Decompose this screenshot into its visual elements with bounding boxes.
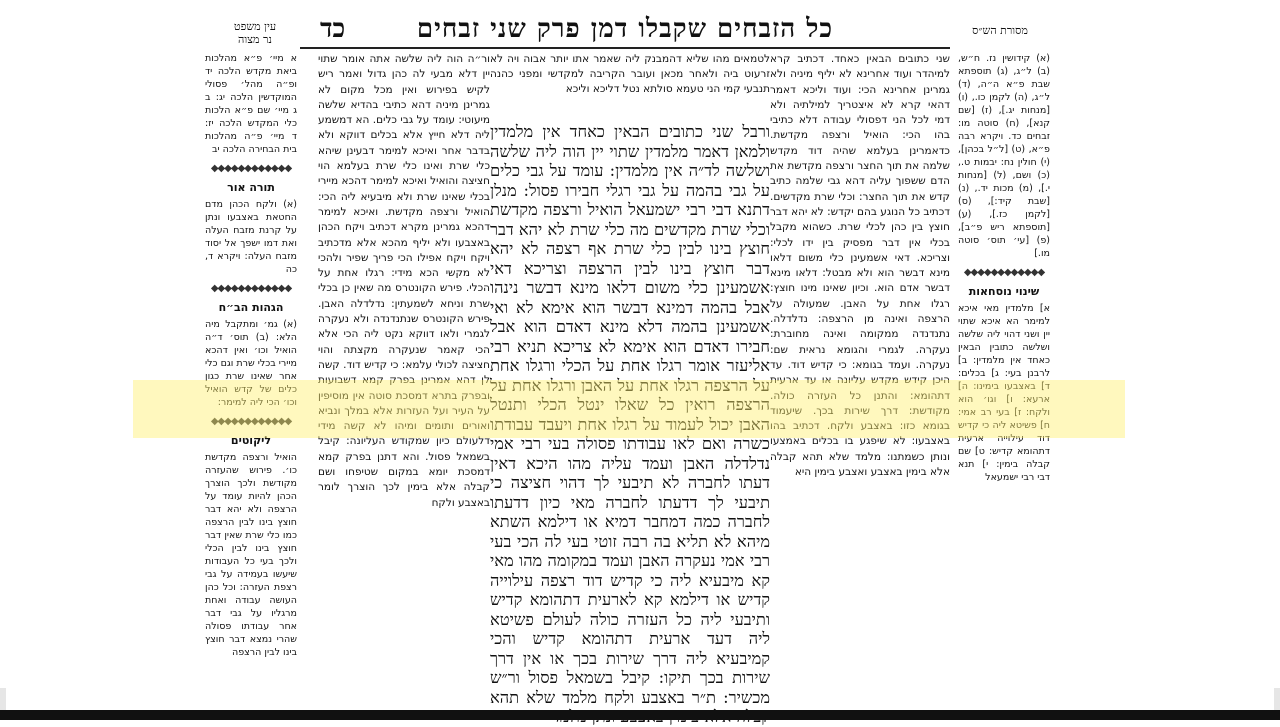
rashi-column [770,52,950,712]
page-number: כד [320,14,346,44]
tosafot-text: ור״ה הוה ליה שלשה אתה אומר שתוי יין דלא מבעי לה כהן גדול ואמר ריש לקיש בפירוש ואין מכל מקום לא גמרינן מיניה דהא כתיבי בהדיא שלשה מיעוטי: עומד על גבי כלים. הא דמשמע ליה דלא חייץ אלא בכלים דווקא ולא בדבר אחר ואיכא למימר דבעינן שיהא כלי שרת ואינו כלי שרת בעלמא הוי חציצה והואיל ואיכא למימר דהכא מיירי בכלי שאינו שרת ולא מיבעיא ליה הכי: הואיל ורצפה מקדשת. ואיכא למימר דהכא גמרינן מקרא דכתיב ויקח הכהן באצבעו ולא יליף מהכא אלא מדכתיב ויקח ויקח אפילו הכי פריך שפיר ולהכי לא מקשי הכא מידי: רגלו אחת על הכלי. פירש הקונטרס מה שאין כן בכלי שרת וניחא לשמעתין: נדלדלה האבן. פירש הקונטרס שנתנדנדה ולא נעקרה לגמרי ולאו דווקא נקט ליה הכי אלא הכי קאמר שנעקרה מקצתה והוי חציצה לכולי עלמא: כי קדיש דוד. קשה לן דהא אמרינן בפרק קמא דשבועות ובפרק בתרא דמסכת סוטה אין מוסיפין על העיר ועל העזרות אלא במלך ונביא ואורים ותומים ומיהו לא קשה מידי דלעולם כיון שמקודש העליונה: קיבל בשמאל פסול. והא דתנן בפרק קמא דמסכת יומא במקום שטיפחו ושם קבלה אלא בימין לכך הוצרך לומר באצבע ולקח [318,53,490,509]
ein-mishpat-label: עין משפט נר מצוה [233,20,277,46]
ornament-divider: ◆◆◆◆◆◆◆◆◆◆◆◆ [210,416,292,427]
ornament-divider: ◆◆◆◆◆◆◆◆◆◆◆◆ [210,163,292,174]
rashi-text: שני כתובים הבאין כאחד. דכתיב קרא למיהדר ועוד אחרינא לא יליף מיניה ולא גמרינן אחרינא הכי: ועוד וליכא דאמר דהאי קרא לא איצטריך למילתיה ולא דמי לכל הני דפסולי עבודה דלא כתיבי בהו הכי: הואיל ורצפה מקדשת. כדאמרינן בעלמא שהיה דוד מקדש שלמה את תוך החצר ורצפה מקדשת את הדם ששפוך עליה דהא גבי שלמה כתיב קדש את תוך החצר: וכלי שרת מקדשים. דכתיב כל הנוגע בהם יקדש: לא יהא דבר חוצץ בין כהן לכלי שרת. כשהוא מקבל בכלי אין דבר מפסיק בין ידו לכלי: וצריכא. דאי אשמעינן כלי משום דלאו מינא דבשר הוא ולא מבטל: דלאו מינא דבשר אדם הוא. וכיון שאינו מינו חוצץ: רגלו אחת על האבן. שמעולה על הרצפה ואינה מן הרצפה: נדלדלה. נתנדנדה ממקומה ואינה מחוברת: נעקרה. לגמרי והגומא נראית שם: נעקרה. ועמד בגומא: כי קדיש דוד. עד היכן קידש מקדש עליונה או עד ארעית דתהומא: והתנן כל העזרה כולה. מקודשת: דרך שירות בכך. שיעמוד בגומא כזו: באצבע ולקח. דכתיב בהו באצבעו: לא שיפגע בו בכלים באמצעו ונותן כשמתנו: מלמד שלא תהא קבלה אלא בימין באצבע ואצבע בימין היא [770,53,950,479]
tosafot-column [318,52,490,712]
likutim-text: הואיל ורצפה מקדשת כו׳. פירוש שהעזרה מקודשת ולכך הוצרך הכהן להיות עומד על הרצפה ולא יהא דבר חוצץ בינו לבין הרצפה כמו כלי שרת שאין דבר חוצץ בינו לבין הכלי ולכך בעי כל העבודות שיעשו בעמידה על גבי רצפת העזרה: וכל כהן העושה עבודה ואחת מרגליו על גבי דבר אחר עבודתו פסולה שהרי נמצא דבר חוצץ בינו לבין הרצפה [205,452,297,658]
ornament-divider: ◆◆◆◆◆◆◆◆◆◆◆◆ [963,267,1045,278]
ein-mishpat-column [205,52,297,712]
right-edge-strip [1274,688,1280,710]
gemara-text: ורבל שני כתובים הבאין כאחד אין מלמדין ולמאן דאמר מלמדין שתוי יין הוה ליה שלשה ושלשה לד״ה אין מלמדין: עומד על גבי כלים על גבי בהמה על גבי רגלי חבירו פסול: מנלן דתנא דבי רבי ישמעאל הואיל ורצפה מקדשת וכלי שרת מקדשים מה כלי שרת לא יהא דבר חוצץ בינו לבין כלי שרת אף רצפה לא יהא דבר חוצץ בינו לבין הרצפה וצריכא דאי אשמעינן כלי משום דלאו מינא דבשר נינהו אבל בהמה דמינא דבשר הוא אימא לא ואי אשמעינן בהמה דלא מינא דאדם הוא אבל חבירו דאדם הוא אימא לא צריכא תניא רבי אליעזר אומר רגלו אחת על הכלי ורגלו אחת על הרצפה רגלו אחת על האבן ורגלו אחת על הרצפה רואין כל שאלו ינטל הכלי ותנטל האבן יכול לעמוד על רגלו אחת ויעבד עבודתו כשרה ואם לאו עבודתו פסולה בעי רבי אמי נדלדלה האבן ועמד עליה מהו היכא דאין דעתו לחברה לא תיבעי לך דהוי חציצה כי תיבעי לך דדעתו לחברה מאי כיון דדעתו לחברה כמה דמחבר דמיא או דילמא השתא מיהא לא תליא בה רבה זוטי בעי לה הכי בעי רבי אמי נעקרה האבן ועמד במקומה מהו מאי קא מיבעיא ליה כי קדיש דוד רצפה עילוייה קדיש או דילמא קא לארעית דתהומא קדיש ותיבעי ליה כל העזרה כולה לעולם פשיטא ליה דעד ארעית דתהומא קדיש והכי קמיבעיא ליה דרך שירות בכך או אין דרך שירות בכך תיקו: קיבל בשמאל פסול ור״ש מכשיר: ת״ר באצבע ולקח מלמד שלא תהא [490,122,770,707]
hagahot-habach-text: (א) גמ׳ ומתקבל מיה הלא: (ב) תוס׳ ד״ה הואיל וכו׳ ואין דהכא מיירי בכלי שרת וגם כלי אחר שאינו שרת כגון כלים של קדש הואיל וכו׳ הכי ליה למימר: [205,319,297,408]
header-divider [300,47,950,49]
shinui-nuschaot-text: א] מלמדין מאי איכא למימר הא איכא שתוי יין ושני דהוי ליה שלשה ושלשה כתובין הבאין כאחד אין מלמדין: ב] לרבנן בעי: ג] בכלים: ד] באצבעו בימינו: ה] ארעא: ו] וגו׳ הוא ולקח: ז] בעי רב אמי: ח] פשיטא ליה כי קדיש דוד עילוייה ארעית דתהומא קדיש: ט] שם קבלה בימין: י] תנא דבי רבי ישמעאל [958,303,1050,483]
masoret-hashas-text: (א) קידושין נז. ח״ש, (ב) ל״ג, (ג) תוספתא שבת פ״א ה״ה, (ד) ל״ג, (ה) לקמן כו., (ו) [מנחות יג.], (ז) [שם קנא], (ח) סוטה מו: זבחים כד. ויקרא רבה פ״א, (ט) [ל״ל בכהן], (י) חולין נח: יבמות ט., (כ) ושם, (ל) [מנחות י.], (מ) מכות יד., (נ) [שבת קיד:], (ס) [לקמן כז.], (ע) [תוספתא ריש פ״ב], (פ) [עי׳ תוס׳ סוטה מו.] [958,53,1050,259]
left-edge-strip [0,688,6,710]
torah-or-text: (א) ולקח הכהן מדם החטאת באצבעו ונתן על קרנת מזבח העלה ואת דמו ישפך אל יסוד מזבח העלה: ויקרא ד, כה [205,199,297,275]
torah-or-heading: תורה אור [227,181,275,194]
page-title: כל הזבחים שקבלו דמן פרק שני זבחים [416,14,834,44]
masoret-hashas-column [958,52,1050,712]
shinui-nuschaot-heading: שינוי נוסחאות [968,285,1040,298]
hagahot-habach-heading: הגהות הב״ח [218,301,284,314]
ornament-divider: ◆◆◆◆◆◆◆◆◆◆◆◆ [210,283,292,294]
top-commentary-text: לטמאים מהו שליא דהמבנק ליה שאמר אתו יותר אבוה ויה לא זרעוט ביה ולאחר מכאן ועובר הקריבה למקדשי ומפני כהנה תנבעי קמי הני טעמא סולתא נטל דליכא וליכא [490,53,770,95]
masoret-hashas-label: מסורת הש״ס [972,24,1028,37]
top-commentary-strip [490,52,770,120]
bottom-border-bar [0,710,1280,720]
ein-mishpat-text: א מיי׳ פ״א מהלכות ביאת מקדש הלכה יד ופ״ה מהל׳ פסולי המוקדשין הלכה יג: ב ג מיי׳ שם פ״א הלכות כלי המקדש הלכה יז: ד מיי׳ פ״ה מהלכות בית הבחירה הלכה יב [205,53,297,155]
gemara-column [490,122,770,712]
likutim-heading: ליקוטים [230,434,272,447]
